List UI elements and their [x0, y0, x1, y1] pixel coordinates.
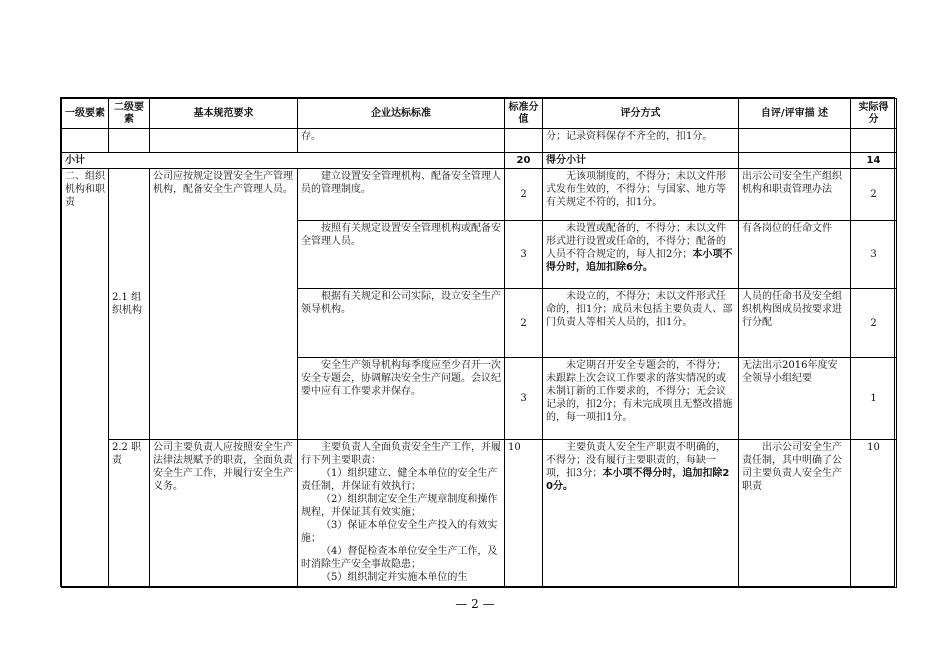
method-cell: 未定期召开安全专题会的，不得分；未跟踪上次会议工作要求的落实情况的或未制订新的工作要求的，不得分；无会议记录的，扣2分；有未完成项且无整改措施的，每一项扣1分。	[543, 358, 739, 440]
carry-row	[62, 129, 897, 153]
description-cell: 人员的任命书及安全组织机构图成员按要求进行分配	[739, 289, 851, 358]
standard-cell: 主要负责人全面负责安全生产工作，并履行下列主要职责： （1）组织建立、健全本单位的安全生产责任制，并保证有效执行； （2）组织制定安全生产规章制度和操作规程，并保证其有效实施； （3）保证本单位安全生产投入的有效实施； （4）督促检查本单位安全生产工作，及时消除生产安全事故隐患； （5）组织制定并实施本单位的生	[298, 440, 505, 588]
standard-cell: 建立设置安全管理机构、配备安全管理人员的管理制度。	[298, 169, 505, 221]
standard-item: （4）督促检查本单位安全生产工作，及时消除生产安全事故隐患；	[301, 546, 498, 570]
subtotal-actual: 14	[851, 153, 897, 169]
header-score: 标准分值	[505, 99, 543, 129]
header-method: 评分方式	[543, 99, 739, 129]
header-row	[62, 99, 897, 129]
standard-item: （2）组织制定安全生产规章制度和操作规程，并保证其有效实施；	[301, 494, 498, 518]
actual-cell: 10	[851, 440, 897, 588]
header-actual: 实际得分	[851, 99, 897, 129]
header-level1: 一级要素	[62, 99, 109, 129]
requirement-2-2: 公司主要负责人应按照安全生产法律法规赋予的职责，全面负责安全生产工作，并履行安全生产义务。	[150, 440, 298, 588]
subtotal-label: 小计	[62, 153, 505, 169]
method-cell: 未设立的，不得分；未以文件形式任命的，扣1分；成员未包括主要负责人、部门负责人等相关人员的，扣1分。	[543, 289, 739, 358]
method-bold-note: 本小项不得分时，追加扣除20分。	[546, 468, 730, 492]
actual-cell: 2	[851, 169, 897, 221]
header-description: 自评/评审描 述	[739, 99, 851, 129]
subtotal-method-label: 得分小计	[543, 153, 739, 169]
standard-cell: 按照有关规定设置安全管理机构或配备安全管理人员。	[298, 221, 505, 289]
score-cell: 2	[505, 169, 543, 221]
table-row	[62, 169, 897, 221]
description-cell: 无法出示2016年度安全领导小组纪要	[739, 358, 851, 440]
table-row	[62, 440, 897, 588]
level1-element: 二、组织机构和职责	[62, 169, 109, 588]
score-cell: 2	[505, 289, 543, 358]
standards-table-sheet	[60, 97, 895, 587]
score-cell: 3	[505, 358, 543, 440]
actual-cell: 3	[851, 221, 897, 289]
subtotal-score: 20	[505, 153, 543, 169]
score-cell: 3	[505, 221, 543, 289]
standard-cell: 根据有关规定和公司实际，设立安全生产领导机构。	[298, 289, 505, 358]
method-cell: 无该项制度的，不得分；未以文件形式发布生效的，不得分；与国家、地方等有关规定不符的，扣1分。	[543, 169, 739, 221]
actual-cell: 2	[851, 289, 897, 358]
method-cell: 未设置或配备的，不得分；未以文件形式进行设置或任命的，不得分；配备的人员不符合规定的，每人扣2分；本小项不得分时，追加扣除6分。	[543, 221, 739, 289]
header-standard: 企业达标标准	[298, 99, 505, 129]
requirement-2-1: 公司应按规定设置安全生产管理机构，配备安全生产管理人员。	[150, 169, 298, 440]
standard-item: （1）组织建立、健全本单位的安全生产责任制，并保证有效执行；	[301, 468, 498, 492]
standard-item: （3）保证本单位安全生产投入的有效实施；	[301, 520, 498, 544]
description-cell: 有各岗位的任命文件	[739, 221, 851, 289]
subtotal-row	[62, 153, 897, 169]
carry-standard: 存。	[298, 129, 505, 153]
method-cell: 主要负责人安全生产职责不明确的，不得分；没有履行主要职责的，每缺一项，扣3分；本小项不得分时，追加扣除20分。	[543, 440, 739, 588]
header-level2: 二级要素	[109, 99, 150, 129]
actual-cell: 1	[851, 358, 897, 440]
carry-method: 分；记录资料保存不齐全的，扣1分。	[543, 129, 739, 153]
level2-element-2-2: 2.2 职责	[109, 440, 150, 588]
standards-table	[61, 98, 897, 588]
description-cell: 出示公司安全生产责任制，其中明确了公司主要负责人安全生产职责	[739, 440, 851, 588]
method-bold-note: 本小项不得分时，追加扣除6分。	[546, 249, 733, 273]
header-requirement: 基本规范要求	[150, 99, 298, 129]
score-cell: 10	[505, 440, 543, 588]
description-cell: 出示公司安全生产组织机构和职责管理办法	[739, 169, 851, 221]
standard-item: （5）组织制定并实施本单位的生	[321, 572, 468, 583]
level2-element-2-1: 2.1 组织机构	[109, 169, 150, 440]
standard-cell: 安全生产领导机构每季度应至少召开一次安全专题会，协调解决安全生产问题。会议纪要中应有工作要求并保存。	[298, 358, 505, 440]
page-number: — 2 —	[455, 597, 495, 611]
